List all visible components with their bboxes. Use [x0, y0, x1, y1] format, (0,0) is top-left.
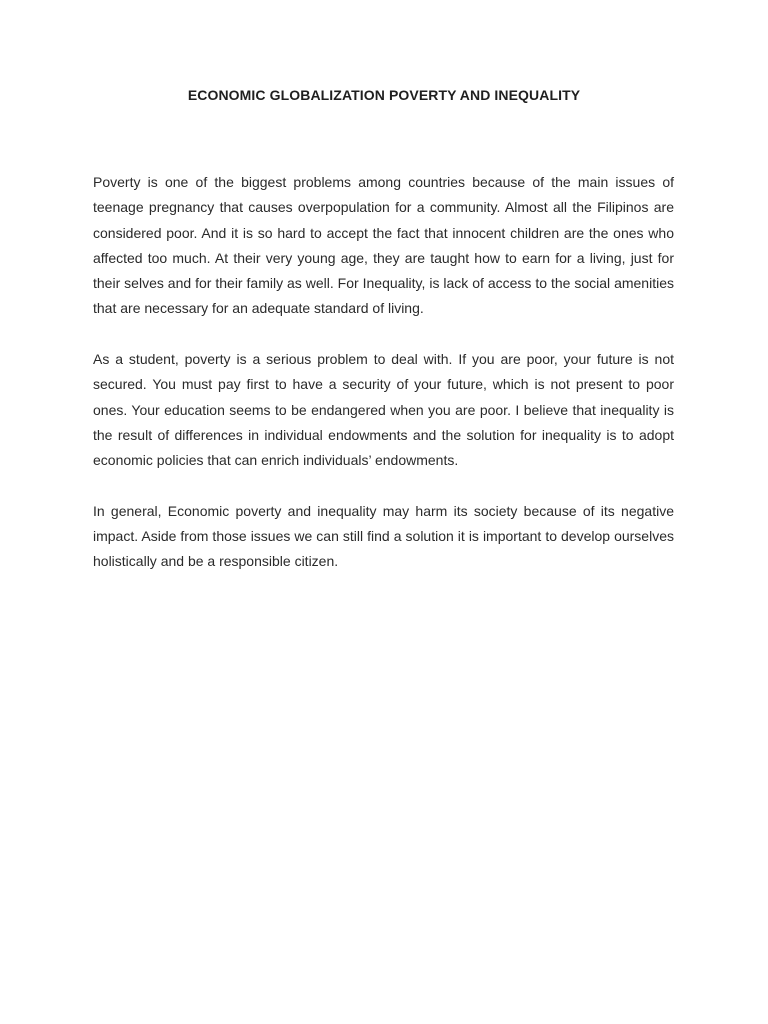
paragraph-3: In general, Economic poverty and inequality may harm its society because of its negative impact. Aside from those issues we can still find a solution it is important to develop ourselves holistically and be a responsible citizen.: [93, 502, 674, 570]
paragraph-1: Poverty is one of the biggest problems among countries because of the main issues of teenage pregnancy that causes overpopulation for a community. Almost all the Filipinos are considered poor. And it is so hard to accept the fact that innocent children are the ones who affected too much. At their very young age, they are taught how to earn for a living, just for their selves and for their family as well. For Inequality, is lack of access to the social amenities that are necessary for an adequate standard of living.: [93, 174, 674, 317]
document-body: [93, 170, 674, 575]
document-title: ECONOMIC GLOBALIZATION POVERTY AND INEQUALITY: [187, 87, 581, 103]
paragraph-2: As a student, poverty is a serious problem to deal with. If you are poor, your future is not secured. You must pay first to have a security of your future, which is not present to poor ones. Your education seems to be endangered when you are poor. I believe that inequality is the result of differences in individual endowments and the solution for inequality is to adopt economic policies that can enrich individuals’ endowments.: [93, 351, 674, 469]
